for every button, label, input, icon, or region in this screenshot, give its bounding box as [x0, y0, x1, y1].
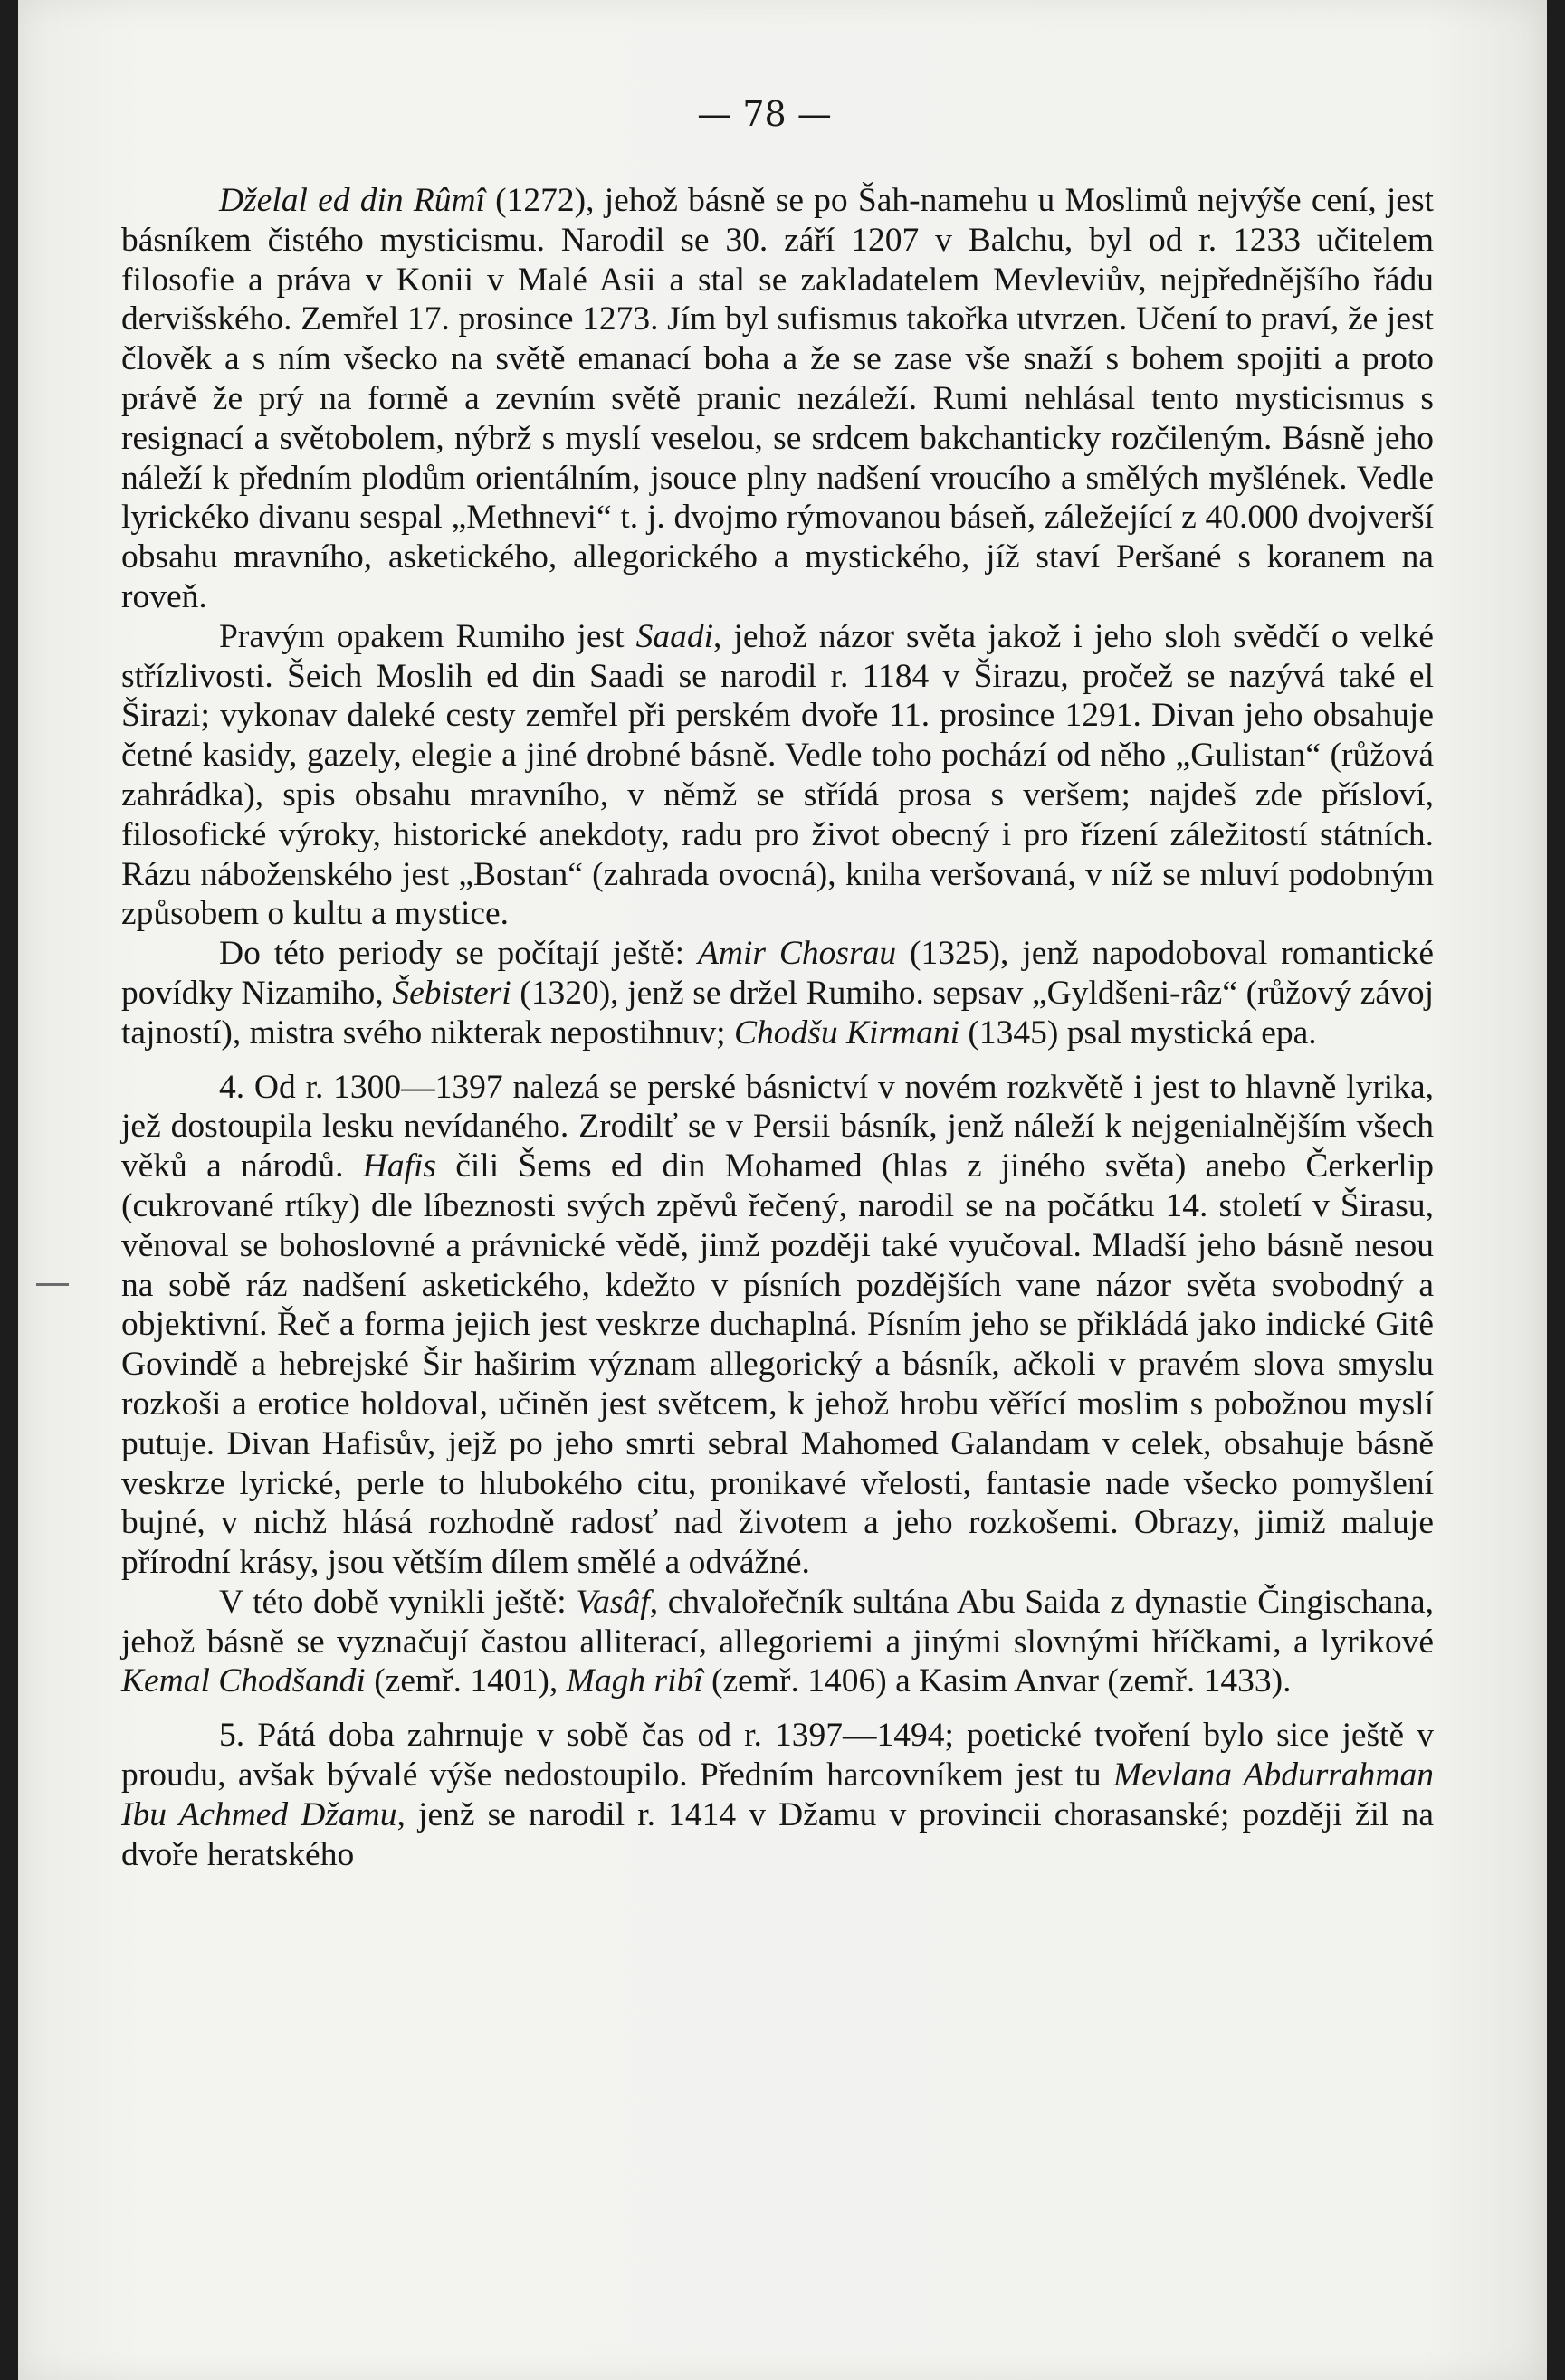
author-name: Saadi — [635, 617, 713, 655]
text-run: , chvalořečník sultána Abu Saida z dynastie Čingischana, jehož básně se vyznačují častou alliterací, allegoriemi a jinými slovnými hříčkami, a lyrikové — [121, 1583, 1435, 1661]
text-run: (1345) psal mystická epa. — [959, 1014, 1317, 1052]
author-name: Vasâf — [576, 1583, 650, 1621]
paragraph-5 — [121, 1583, 1434, 1701]
body-text — [121, 181, 1434, 1874]
text-run: Pravým opakem Rumiho jest — [219, 617, 636, 655]
text-run: Do této periody se počítají ještě: — [219, 935, 698, 973]
author-name: Kemal Chodšandi — [121, 1662, 366, 1700]
author-name: Chodšu Kirmani — [733, 1014, 959, 1052]
margin-mark — [36, 1283, 69, 1286]
text-run: (1272), jehož básně se po Šah-namehu u Moslimů nejvýše cení, jest básníkem čistého mysticismu. Narodil se 30. září 1207 v Balchu, byl od r. 1233 učitelem filosofie a práva v Konii v Malé Asii a stal se zakladatelem Mevleviův, nejpřednějšího řádu dervišského. Zemřel 17. prosince 1273. Jím byl sufismus takořka utvrzen. Učení to praví, že jest člověk a s ním všecko na světě emanací boha a že se zase vše snaží s bohem spojiti a proto právě že prý na formě a zevním světě pranic nezáleží. Rumi nehlásal tento mysticismus s resignací a světobolem, nýbrž s myslí veselou, se srdcem bakchanticky rozčileným. Básně jeho náleží k předním plodům orientálním, jsouce plny nadšení vroucího a smělých myšlének. Vedle lyrickéko divanu sespal „Methnevi“ t. j. dvojmo rýmovanou báseň, záležející z 40.000 dvojverší obsahu mravního, asketického, allegorického a mystického, jíž staví Peršané s koranem na roveň. — [121, 182, 1434, 615]
paragraph-3 — [121, 934, 1434, 1052]
text-run: (zemř. 1406) a Kasim Anvar (zemř. 1433). — [702, 1662, 1292, 1700]
paragraph-6 — [121, 1716, 1434, 1874]
author-name: Magh ribî — [566, 1662, 703, 1700]
text-run: (zemř. 1401), — [365, 1662, 567, 1700]
text-run: (1325), jenž napodoboval romantické povídky Nizamiho, — [121, 935, 1434, 1012]
text-run: 4. Od r. 1300—1397 nalezá se perské básnictví v novém rozkvětě i jest to hlavně lyrika, jež dostoupila lesku nevídaného. Zrodilť se v Persii básník, jenž náleží k nejgenialnějším všech věků a národů. — [121, 1068, 1434, 1185]
author-name: Amir Chosrau — [697, 935, 897, 973]
text-run: čili Šems ed din Mohamed (hlas z jiného světa) anebo Čerkerlip (cukrované rtíky) dle líbeznosti svých zpěvů řečený, narodil se na počátku 14. století v Širasu, věnoval se bohoslovné a právnické vědě, jimž později také vyučoval. Mladší jeho básně nesou na sobě ráz nadšení asketického, kdežto v písních pozdějších vane názor světa svobodný a objektivní. Řeč a forma jejich jest veskrze duchaplná. Písním jeho se přikládá jako indické Gitê Govindě a hebrejské Šir haširim význam allegorický a básník, ačkoli v pravém slova smyslu rozkoši a erotice holdoval, učiněn jest světcem, k jehož hrobu věřící moslim s pobožnou myslí putuje. Divan Hafisův, jejž po jeho smrti sebral Mahomed Galandam v celek, obsahuje básně veskrze lyrické, perle to hlubokého citu, pronikavé vřelosti, fantasie nade všecko pomyšlení bujné, v nichž hlásá rozhodně radosť nad životem a jeho rozkošemi. Obrazy, jimiž maluje přírodní krásy, jsou větším dílem smělé a odvážné. — [121, 1147, 1434, 1582]
text-run: V této době vynikli ještě: — [219, 1583, 577, 1621]
text-run: (1320), jenž se držel Rumiho. sepsav „Gyldšeni-râz“ (růžový závoj tajností), mistra svého nikterak nepostihnuv; — [121, 974, 1434, 1052]
paragraph-2 — [121, 617, 1434, 934]
paragraph-4 — [121, 1068, 1434, 1583]
paragraph-1 — [121, 181, 1434, 617]
author-name: Hafis — [362, 1147, 436, 1185]
text-run: , jenž se narodil r. 1414 v Džamu v provincii chorasanské; později žil na dvoře heratského — [121, 1795, 1435, 1873]
author-name: Dželal ed din Rûmî — [219, 182, 485, 219]
text-run: , jehož názor světa jakož i jeho sloh svědčí o velké střízlivosti. Šeich Moslih ed din Saadi se narodil r. 1184 v Širazu, pročež se nazývá také el Širazi; vykonav daleké cesty zemřel při perském dvoře 11. prosince 1291. Divan jeho obsahuje četné kasidy, gazely, elegie a jiné drobné básně. Vedle toho pochází od něho „Gulistan“ (růžová zahrádka), spis obsahu mravního, v němž se střídá prosa s veršem; najdeš zde přísloví, filosofické výroky, historické anekdoty, radu pro život obecný i pro řízení záležitostí státních. Rázu náboženského jest „Bostan“ (zahrada ovocná), kniha veršovaná, v níž se mluví podobným způsobem o kultu a mystice. — [121, 617, 1435, 933]
page-number: — 78 — — [697, 94, 832, 134]
author-name: Mevlana Abdurrahman Ibu Achmed Džamu — [121, 1756, 1434, 1833]
author-name: Šebisteri — [392, 974, 511, 1012]
text-run: 5. Pátá doba zahrnuje v sobě čas od r. 1397—1494; poetické tvoření bylo sice ještě v proudu, avšak bývalé výše nedostoupilo. Předním harcovníkem jest tu — [121, 1717, 1434, 1795]
